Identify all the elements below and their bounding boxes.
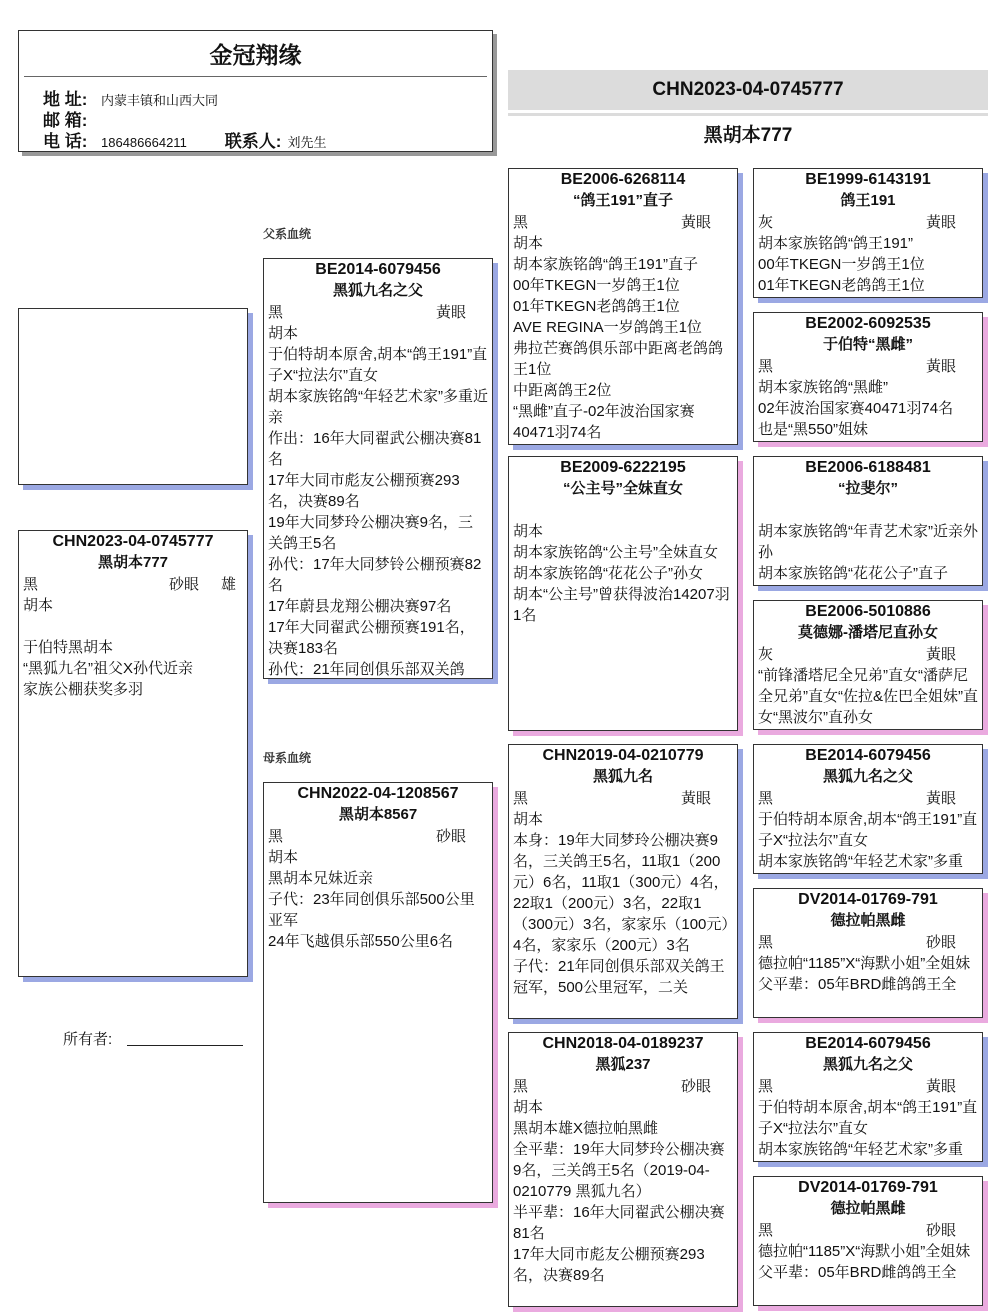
description-line: 于伯特胡本原舍,胡本“鸽王191”直子X“拉法尔”直女 xyxy=(758,811,978,849)
pigeon-card-dam-dam xyxy=(508,1032,738,1307)
description-line: AVE REGINA一岁鸽鸽王1位 xyxy=(513,319,702,336)
description-line: 00年TKEGN一岁鸽王1位 xyxy=(758,256,925,273)
email-label: 邮 箱: xyxy=(43,111,88,130)
ring-number: BE2014-6079456 xyxy=(315,261,441,278)
pigeon-name: 黑胡本8567 xyxy=(338,806,418,823)
eye-type: 砂眼 xyxy=(169,576,200,593)
description-line: 17年蔚县龙翔公棚决赛97名 xyxy=(268,598,452,615)
sire-section-label: 父系血统 xyxy=(263,227,312,241)
description-line: 子代：23年同创俱乐部500公里亚军 xyxy=(268,891,475,929)
pigeon-name: 莫德娜-潘塔尼直孙女 xyxy=(798,624,938,641)
eye-type: 砂眼 xyxy=(681,1078,712,1095)
description-line: 胡本 xyxy=(513,811,544,828)
pigeon-name: 黑胡本777 xyxy=(97,554,169,571)
description-line: 胡本家族铭鸽“年轻艺术家”多重 xyxy=(758,1141,963,1158)
pigeon-card-dss xyxy=(753,744,983,874)
description-line: 子代：21年同创俱乐部双关鸽王冠军，500公里冠军，二关 xyxy=(513,958,725,996)
ring-number: BE2009-6222195 xyxy=(560,459,686,476)
color-eye-row xyxy=(513,500,733,521)
eye-type xyxy=(681,500,733,521)
pigeon-name: 黑狐九名之父 xyxy=(822,1056,913,1073)
ring-number: CHN2018-04-0189237 xyxy=(542,1035,704,1052)
feather-color: 黑 xyxy=(513,214,529,231)
color-eye-row xyxy=(513,212,733,233)
description-line: 也是“黑550”姐妹 xyxy=(758,421,869,438)
description-line: 父平辈：05年BRD雌鸽鸽王全 xyxy=(758,1264,957,1281)
feather-color xyxy=(758,500,926,521)
ring-number: BE2014-6079456 xyxy=(805,747,931,764)
pigeon-name: 德拉帕黑雌 xyxy=(830,912,906,929)
top-pigeon-name: 黑胡本777 xyxy=(703,125,793,146)
ring-number: BE2006-6268114 xyxy=(560,171,686,188)
description-line: 17年大同市彪友公棚预赛293名，决赛89名 xyxy=(268,472,460,510)
description-line: 黑胡本兄妹近亲 xyxy=(268,870,374,887)
description-line: 胡本家族铭鸽“花花公子”直子 xyxy=(758,565,948,582)
address-label: 地 址: xyxy=(43,90,88,109)
description-line: 家族公棚获奖多羽 xyxy=(23,681,144,698)
top-ring-number: CHN2023-04-0745777 xyxy=(508,70,988,110)
color-eye-row xyxy=(758,500,978,521)
owner-label: 所有者: xyxy=(63,1031,113,1048)
loft-header xyxy=(18,30,493,152)
color-eye-row xyxy=(758,932,978,953)
color-eye-row xyxy=(268,826,488,847)
feather-color: 黑 xyxy=(758,1222,774,1239)
eye-type: 砂眼 xyxy=(926,1222,957,1239)
pigeon-card-sire xyxy=(263,258,493,679)
description-line: 黑胡本雄X德拉帕黑雌 xyxy=(513,1120,659,1137)
phone-value: 186486664211 xyxy=(101,135,187,150)
description-line: 胡本 xyxy=(513,235,544,252)
description-line: 作出：16年大同翟武公棚决赛81名 xyxy=(268,430,482,468)
description-line: 19年大同梦玲公棚决赛9名，三关鸽王5名 xyxy=(268,514,474,552)
ring-number: CHN2019-04-0210779 xyxy=(542,747,704,764)
description-line: 01年TKEGN老鸽鸽王1位 xyxy=(758,277,925,294)
description-line: 胡本 xyxy=(268,849,299,866)
photo-placeholder xyxy=(18,308,248,485)
pigeon-card-main xyxy=(18,530,248,977)
description-line: 弗拉芒赛鸽俱乐部中距离老鸽鸽王1位 xyxy=(513,340,724,378)
description-line: 德拉帕“1185”X“海默小姐”全姐妹 xyxy=(758,1243,971,1260)
description-line: 胡本“公主号”曾获得波治14207羽1名 xyxy=(513,586,730,624)
pigeon-card-ddd xyxy=(753,1176,983,1306)
pigeon-name: 鸽王191 xyxy=(840,192,896,209)
color-eye-row xyxy=(758,212,978,233)
description-line: 半平辈：16年大同翟武公棚决赛81名 xyxy=(513,1204,725,1242)
description-line: 胡本 xyxy=(513,523,544,540)
feather-color: 黑 xyxy=(758,790,774,807)
contact-label: 联系人: xyxy=(224,132,282,151)
description-line: 中距离鸽王2位 xyxy=(513,382,612,399)
eye-type: 黃眼 xyxy=(926,358,957,375)
phone-row xyxy=(43,127,326,152)
description-line: 孙代：17年大同梦铃公棚预赛82名 xyxy=(268,556,482,594)
ring-number: BE1999-6143191 xyxy=(805,171,931,188)
eye-type: 黃眼 xyxy=(926,790,957,807)
pigeon-card-sdd xyxy=(753,600,983,730)
feather-color: 黑 xyxy=(23,576,39,593)
ring-number: CHN2022-04-1208567 xyxy=(297,785,459,802)
color-eye-row xyxy=(758,644,978,665)
pigeon-name: “鸽王191”直子 xyxy=(572,192,674,209)
feather-color: 黑 xyxy=(513,790,529,807)
eye-type: 黃眼 xyxy=(681,790,712,807)
description-line: 于伯特胡本原舍,胡本“鸽王191”直子X“拉法尔”直女 xyxy=(268,346,488,384)
pigeon-name: 德拉帕黑雌 xyxy=(830,1200,906,1217)
color-eye-row xyxy=(758,356,978,377)
description-line: “黑雌”直子-02年波治国家赛40471羽74名 xyxy=(513,403,695,441)
description-line: 胡本 xyxy=(513,1099,544,1116)
color-eye-row xyxy=(513,1076,733,1097)
description-line xyxy=(23,616,243,637)
description-line: 孙代：21年同创俱乐部双关鸽 xyxy=(268,661,465,678)
feather-color: 黑 xyxy=(758,358,774,375)
header-divider xyxy=(24,76,487,77)
pigeon-card-dds xyxy=(753,1032,983,1162)
description-line: 胡本 xyxy=(23,597,54,614)
loft-title: 金冠翔缘 xyxy=(209,42,302,68)
feather-color: 黑 xyxy=(268,828,284,845)
color-eye-row xyxy=(758,1076,978,1097)
pigeon-card-dam xyxy=(263,782,493,1203)
feather-color: 灰 xyxy=(758,646,774,663)
description-line: 01年TKEGN老鸽鸽王1位 xyxy=(513,298,680,315)
description-line: 24年飞越俱乐部550公里6名 xyxy=(268,933,454,950)
pigeon-name: 于伯特“黑雌” xyxy=(822,336,913,353)
owner-signature-line[interactable] xyxy=(127,1045,243,1046)
description-line: 本身：19年大同梦玲公棚决赛9名，三关鸽王5名，11取1（200元）6名，11取1（300元）4名，22取1（200元）3名，22取1（300元）3名，家家乐（100元）4名，家家乐（200元）3名 xyxy=(513,832,729,954)
description-line: 胡本家族铭鸽“年轻艺术家”多重 xyxy=(758,853,963,870)
color-eye-row xyxy=(513,788,733,809)
description-line: 胡本 xyxy=(268,325,299,342)
feather-color xyxy=(513,500,681,521)
description-line: 于伯特胡本原舍,胡本“鸽王191”直子X“拉法尔”直女 xyxy=(758,1099,978,1137)
ring-number: CHN2023-04-0745777 xyxy=(52,533,214,550)
pigeon-card-sss xyxy=(753,168,983,298)
eye-type: 黃眼 xyxy=(926,1078,957,1095)
ring-number: BE2014-6079456 xyxy=(805,1035,931,1052)
description-line: “黑狐九名”祖父X孙代近亲 xyxy=(23,660,193,677)
description-line: 02年波治国家赛40471羽74名 xyxy=(758,400,954,417)
description-line: 胡本家族铭鸽“花花公子”孙女 xyxy=(513,565,703,582)
description-line: 胡本家族铭鸽“年青艺术家”近亲外孙 xyxy=(758,523,978,561)
contact-value: 刘先生 xyxy=(287,135,327,150)
feather-color: 黑 xyxy=(758,1078,774,1095)
description-line: 17年大同市彪友公棚预赛293名，决赛89名 xyxy=(513,1246,705,1284)
description-line: 胡本家族铭鸽“鸽王191” xyxy=(758,235,914,252)
description-line: 胡本家族铭鸽“公主号”全妹直女 xyxy=(513,544,718,561)
description-line: 父平辈：05年BRD雌鸽鸽王全 xyxy=(758,976,957,993)
description-line: 全平辈：19年大同梦玲公棚决赛9名，三关鸽王5名（2019-04-0210779 黑狐九名） xyxy=(513,1141,725,1200)
pigeon-name: “公主号”全妹直女 xyxy=(562,480,683,497)
pigeon-card-sds xyxy=(753,456,983,586)
address-value: 内蒙丰镇和山西大同 xyxy=(101,93,219,108)
pigeon-card-dsd xyxy=(753,888,983,1018)
description-line: 胡本家族铭鸽“黑雌” xyxy=(758,379,888,396)
feather-color: 黑 xyxy=(268,304,284,321)
eye-type: 砂眼 xyxy=(926,934,957,951)
description-line: “前锋潘塔尼全兄弟”直女“潘萨尼全兄弟”直女“佐拉&佐巴全姐妹”直女“黑波尔”直孙女 xyxy=(758,667,978,726)
pigeon-name: 黑狐九名之父 xyxy=(822,768,913,785)
pigeon-name: 黑狐九名之父 xyxy=(332,282,423,299)
eye-type xyxy=(926,500,978,521)
description-line: 胡本家族铭鸽“鸽王191”直子 xyxy=(513,256,699,273)
ring-number: DV2014-01769-791 xyxy=(798,891,938,908)
pigeon-card-dam-sire xyxy=(508,744,738,1019)
pigeon-name: “拉斐尔” xyxy=(837,480,898,497)
description-line: 于伯特黑胡本 xyxy=(23,639,114,656)
ring-number: BE2002-6092535 xyxy=(805,315,931,332)
pigeon-name: 黑狐237 xyxy=(595,1056,651,1073)
top-divider xyxy=(508,113,988,116)
eye-type: 黃眼 xyxy=(926,214,957,231)
sex: 雄 xyxy=(221,576,237,593)
dam-section-label: 母系血统 xyxy=(263,751,312,765)
eye-type: 黃眼 xyxy=(681,214,712,231)
ring-number: DV2014-01769-791 xyxy=(798,1179,938,1196)
ring-number: BE2006-6188481 xyxy=(805,459,931,476)
eye-type: 黃眼 xyxy=(436,304,467,321)
pigeon-card-ssd xyxy=(753,312,983,442)
pigeon-card-sire-dam xyxy=(508,456,738,731)
feather-color: 灰 xyxy=(758,214,774,231)
description-line: 00年TKEGN一岁鸽王1位 xyxy=(513,277,680,294)
pigeon-card-sire-sire xyxy=(508,168,738,445)
description-line: 德拉帕“1185”X“海默小姐”全姐妹 xyxy=(758,955,971,972)
description-line: 17年大同翟武公棚预赛191名，决赛183名 xyxy=(268,619,475,657)
eye-type: 黃眼 xyxy=(926,646,957,663)
eye-type: 砂眼 xyxy=(436,828,467,845)
color-eye-row xyxy=(758,788,978,809)
description-line: 胡本家族铭鸽“年轻艺术家”多重近亲 xyxy=(268,388,488,426)
color-eye-row xyxy=(758,1220,978,1241)
feather-color: 黑 xyxy=(758,934,774,951)
color-eye-row xyxy=(268,302,488,323)
pigeon-name: 黑狐九名 xyxy=(592,768,653,785)
ring-number: BE2006-5010886 xyxy=(805,603,931,620)
feather-color: 黑 xyxy=(513,1078,529,1095)
phone-label: 电 话: xyxy=(43,132,88,151)
color-eye-row xyxy=(23,574,243,595)
